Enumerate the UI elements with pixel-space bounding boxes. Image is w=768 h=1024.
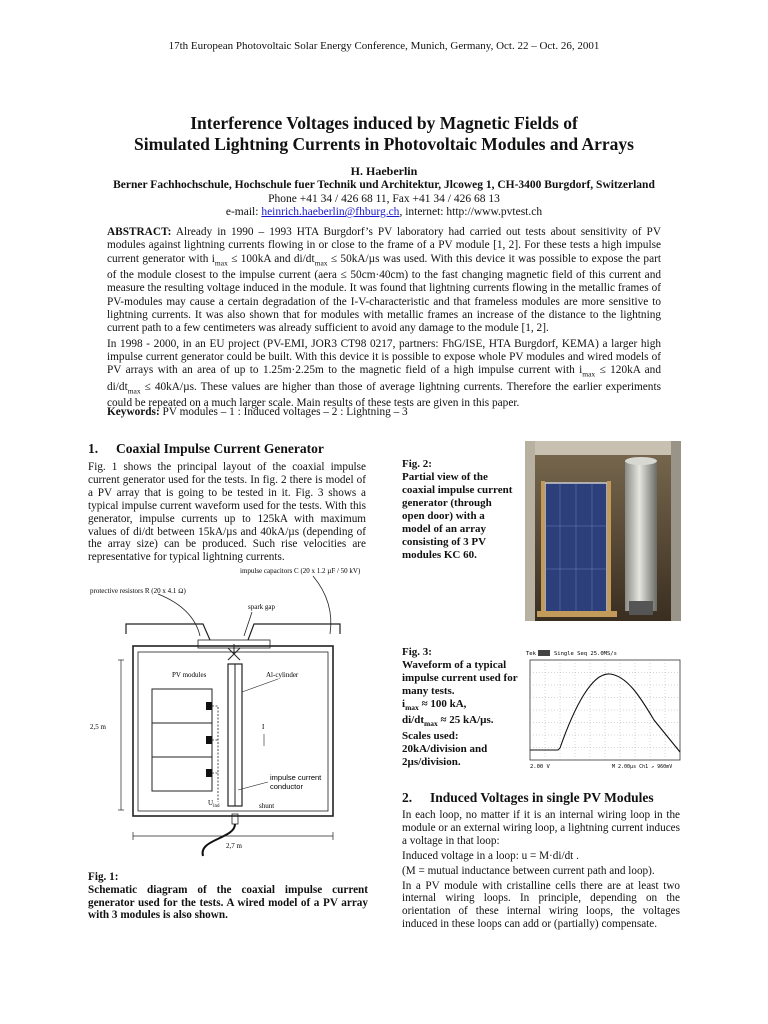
abstract-text: Already in 1990 – 1993 HTA Burgdorf’s PV laboratory had carried out tests about sensitivity of PV modules against lightning currents flowing in or close to the frame of a PV module [1, 2]. For these tests a high impulse current generator with i	[107, 226, 661, 265]
scope-waveform	[530, 674, 680, 752]
scope-mode: Single Seq 25.0MS/s	[554, 651, 617, 657]
fig2-photo	[525, 441, 681, 621]
fig1-arrow	[158, 594, 200, 636]
abstract-text: In 1998 - 2000, in an EU project (PV-EMI, JOR3 CT98 0217, partners: FhG/ISE, HTA Burgdorf, KEMA) a larger high impulse current generator could be built. With this device it is possible to expose whole PV modules and wired models of PV arrays with an area of up to 1.25m·2.25m to the magnetic field of a high impulse current with i	[107, 337, 661, 377]
fig2-caption	[402, 458, 514, 562]
conference-header: 17th European Photovoltaic Solar Energy Conference, Munich, Germany, Oct. 22 – Oct. 26, 2001	[168, 40, 600, 52]
section-2-heading	[402, 790, 654, 806]
abstract-label: ABSTRACT:	[107, 226, 172, 238]
fig2-caption-label: Fig. 2:	[402, 458, 432, 470]
abstract-text: ≤ 40kA/µs. These values are higher than those of average lightning currents. Therefore the earlier experiments could be repeated on a much larger scale. Main results of these tests are given in this paper.	[107, 380, 661, 410]
didt-symbol: di/dt	[402, 714, 425, 727]
section-number: 2.	[402, 790, 413, 805]
paper-title	[0, 113, 768, 155]
abstract	[107, 226, 661, 411]
imax-symbol: i	[402, 698, 406, 710]
sub-max: max	[582, 369, 596, 379]
fig1-label-conductor-1: impulse current	[270, 773, 322, 782]
sub-max: max	[424, 719, 438, 729]
fig1-caption-label: Fig. 1:	[88, 871, 119, 883]
fig1-arrow	[313, 576, 331, 634]
abstract-paragraph-2	[107, 338, 661, 411]
fig1-cable	[203, 824, 235, 856]
section-2-paragraph: In a PV module with cristalline cells there are at least two internal wiring loops. In principle, depending on the orientation of these internal wiring loops, the voltages induced in these loops can add or (partially) compensate.	[402, 879, 680, 931]
email-link[interactable]: heinrich.haeberlin@fhburg.ch	[261, 206, 400, 218]
title-line-2: Simulated Lightning Currents in Photovoltaic Modules and Arrays	[134, 134, 634, 154]
fig1-label-capacitors: impulse capacitors C (20 x 1.2 µF / 50 kV)	[240, 567, 361, 575]
section-1-text: Fig. 1 shows the principal layout of the coaxial impulse current generator used for the tests. In fig. 2 there is model of a PV array that is going to be tested in it. Fig. 3 shows a typical impulse current waveform used for the tests. With this generator, impulse currents up to 125kA with maximum values of di/dt between 15kA/µs and 40kA/µs (depending of the array size) can be produced. Such rise velocities are representative for typical lightning currents.	[88, 461, 366, 564]
fig1-pv-module	[152, 723, 212, 757]
abstract-text: ≤ 100kA and di/dt	[227, 252, 315, 265]
imax-value: ≈ 100 kA,	[418, 698, 467, 710]
scope-tek-label: Tek	[526, 651, 536, 657]
title-line-1: Interference Voltages induced by Magnetic Fields of	[190, 113, 578, 133]
fig1-junction-box	[206, 769, 212, 777]
sub-max: max	[214, 257, 228, 267]
scope-run-indicator	[538, 650, 550, 656]
fig3-caption-scales: Scales used: 20kA/division and 2µs/division.	[402, 730, 488, 769]
fig2-photo-drawing	[525, 441, 681, 621]
fig1-leader	[242, 679, 278, 692]
abstract-text: ≤ 120kA and di/dt	[107, 364, 661, 393]
fig3-caption-line-1: Waveform of a typical impulse current used for many tests.	[402, 659, 518, 697]
fig1-label-pv-modules: PV modules	[172, 671, 207, 679]
scope-channel: 2.00 V	[530, 764, 550, 770]
fig1-label-shunt: shunt	[259, 802, 275, 810]
section-2-paragraph: In each loop, no matter if it is an internal wiring loop in the module or an external wiring loop, a lightning current induces a voltage in that loop:	[402, 809, 680, 847]
fig3-oscilloscope	[524, 648, 684, 772]
fig1-pv-module	[152, 689, 212, 723]
keywords	[107, 406, 661, 418]
fig3-caption	[402, 646, 520, 769]
fig1-label-al-cylinder: Al-cylinder	[266, 671, 299, 679]
section-2-text	[402, 809, 680, 931]
fig1-top-plate	[126, 624, 340, 640]
sub-max: max	[314, 257, 328, 267]
author: H. Haeberlin	[350, 164, 418, 178]
affiliation: Berner Fachhochschule, Hochschule fuer Technik und Architektur, Jlcoweg 1, CH-3400 Burgdorf, Switzerland	[113, 179, 655, 191]
fig1-label-spark-gap: spark gap	[248, 603, 276, 611]
fig1-caption-text: Schematic diagram of the coaxial impulse current generator used for the tests. A wired model of a PV array with 3 modules is also shown.	[88, 883, 368, 922]
sub-max: max	[405, 703, 419, 713]
keywords-label: Keywords:	[107, 406, 160, 418]
fig1-label-height: 2,5 m	[90, 723, 106, 731]
abstract-paragraph-1	[107, 226, 661, 336]
section-2-paragraph: Induced voltage in a loop: u = M·di/dt .	[402, 849, 579, 862]
scope-grid	[530, 660, 680, 760]
fig1-label-width: 2,7 m	[226, 842, 242, 850]
scope-time: M 2.00µs Ch1 ↗ 960mV	[612, 764, 673, 770]
fig1-label-resistors: protective resistors R (20 x 4.1 Ω)	[90, 587, 186, 595]
fig1-label-uind	[208, 799, 220, 809]
fig1-caption	[88, 871, 368, 922]
fig3-caption-label: Fig. 3:	[402, 646, 432, 658]
abstract-text: ≤ 50kA/µs was used. With this device it was possible to expose the part of the module closest to the impulse current (aera ≤ 50cm·40cm) to the fast changing magnetic field of this current and measure the resulting voltage induced in the module. It was found that lightning currents flowing in the metallic frames of PV-modules may cause a certain degradation of the I-V-characteristic and that frameless modules are more sensitive to lightning currents. It was also shown that for modules with metallic frames an increase of the distance to the lightning current path to a few centimeters was already sufficient to avoid any damage to the module [1, 2].	[107, 252, 662, 335]
fig1-junction-box	[206, 702, 212, 710]
fig1-schematic	[88, 564, 370, 864]
fig1-uind-sub: ind	[213, 804, 220, 809]
fig1-uind-text: U	[208, 799, 214, 807]
section-title: Coaxial Impulse Current Generator	[116, 441, 324, 456]
fig1-label-current: I	[262, 723, 265, 731]
fig1-wiring	[212, 706, 218, 802]
section-2-paragraph: (M = mutual inductance between current path and loop).	[402, 864, 655, 877]
sub-max: max	[127, 386, 141, 396]
fig1-label-conductor-2: conductor	[270, 782, 303, 791]
contact-line	[0, 206, 768, 218]
fig2-caption-text: Partial view of the coaxial impulse current generator (through open door) with a model of an array consisting of 3 PV modules KC 60.	[402, 471, 513, 561]
email-prefix: e-mail:	[225, 206, 262, 218]
section-1-heading	[88, 441, 324, 457]
fig1-junction-box	[206, 736, 212, 744]
section-number: 1.	[88, 441, 99, 456]
phone-fax: Phone +41 34 / 426 68 11, Fax +41 34 / 426 68 13	[268, 193, 500, 205]
section-title: Induced Voltages in single PV Modules	[430, 790, 654, 805]
internet-text: , internet: http://www.pvtest.ch	[399, 206, 543, 218]
didt-value: ≈ 25 kA/µs.	[437, 714, 494, 727]
fig1-pv-module	[152, 757, 212, 791]
keywords-text: PV modules – 1 : Induced voltages – 2 : Lightning – 3	[159, 406, 408, 418]
fig3-caption-imax	[402, 698, 520, 714]
fig3-caption-didt	[402, 714, 520, 730]
